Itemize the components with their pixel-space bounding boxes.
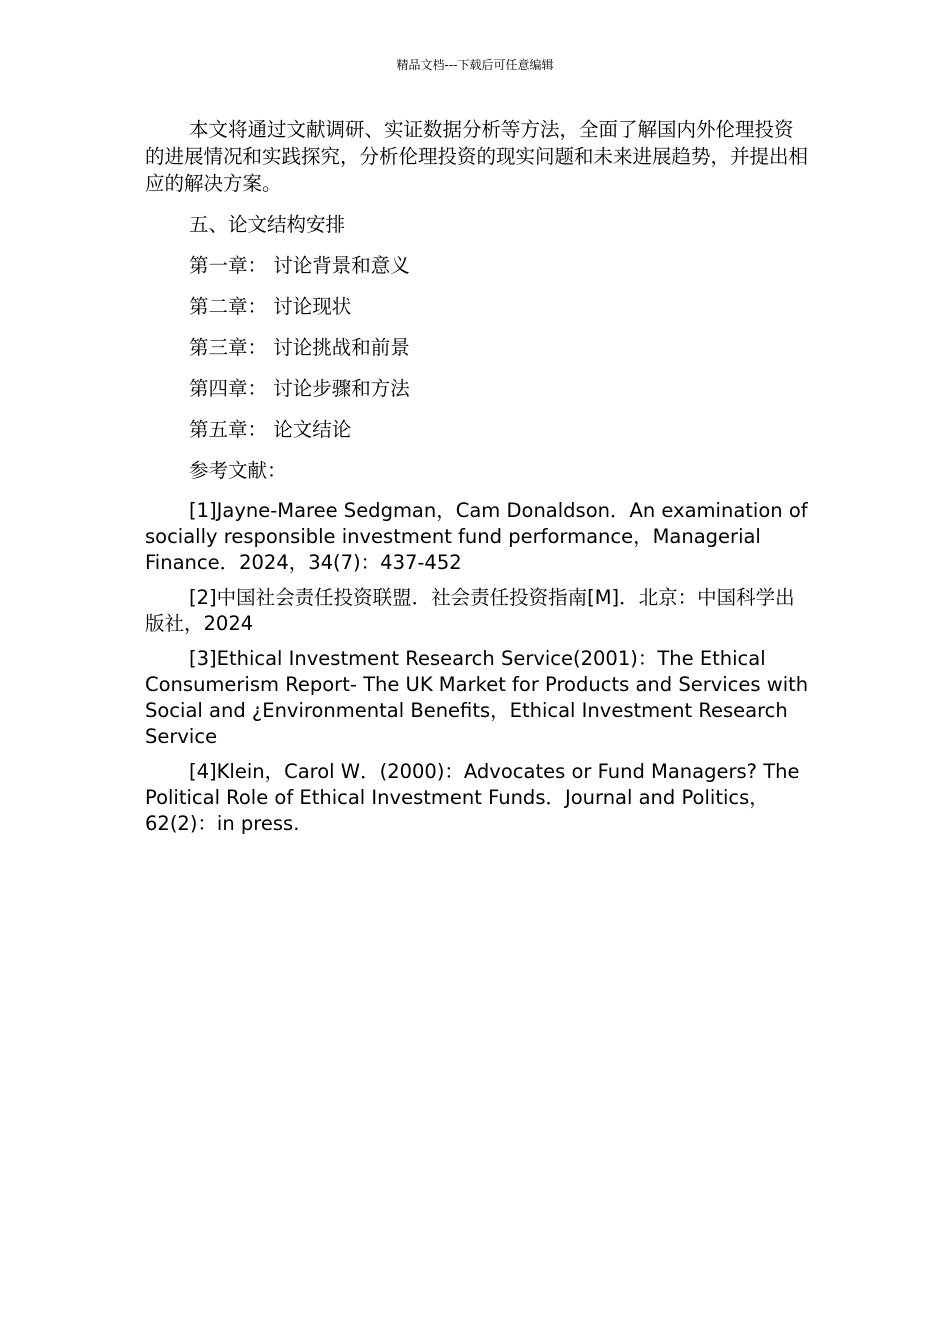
chapter-item: 第五章： 论文结论 xyxy=(189,418,352,441)
page-header: 精品文档---下载后可任意编辑 xyxy=(396,58,554,72)
reference-item: [1]Jayne-Maree Sedgman，Cam Donaldson．An examination of socially responsible investment fund performance，Managerial Finance．2024，34(7)：437-452 xyxy=(145,499,808,574)
document-body xyxy=(145,116,810,837)
chapter-item: 第一章： 讨论背景和意义 xyxy=(189,254,410,277)
chapter-item: 第二章： 讨论现状 xyxy=(189,295,352,318)
section-title: 五、论文结构安排 xyxy=(189,213,346,236)
chapter-item: 第三章： 讨论挑战和前景 xyxy=(189,336,410,359)
intro-paragraph: 本文将通过文献调研、实证数据分析等方法，全面了解国内外伦理投资的进展情况和实践探究，分析伦理投资的现实问题和未来进展趋势，并提出相应的解决方案。 xyxy=(145,118,809,195)
reference-item: [4]Klein，Carol W．(2000)：Advocates or Fund Managers? The Political Role of Ethical Investment Funds．Journal and Politics，62(2)：in press. xyxy=(145,760,800,835)
chapter-item: 第四章： 讨论步骤和方法 xyxy=(189,377,410,400)
references-title: 参考文献： xyxy=(189,459,287,482)
reference-item: [2]中国社会责任投资联盟．社会责任投资指南[M]．北京：中国科学出版社，2024 xyxy=(145,586,795,635)
reference-item: [3]Ethical Investment Research Service(2001)：The Ethical Consumerism Report- The UK Market for Products and Services with Social and ¿Environmental Benefits，Ethical Investment Research Service xyxy=(145,647,809,748)
